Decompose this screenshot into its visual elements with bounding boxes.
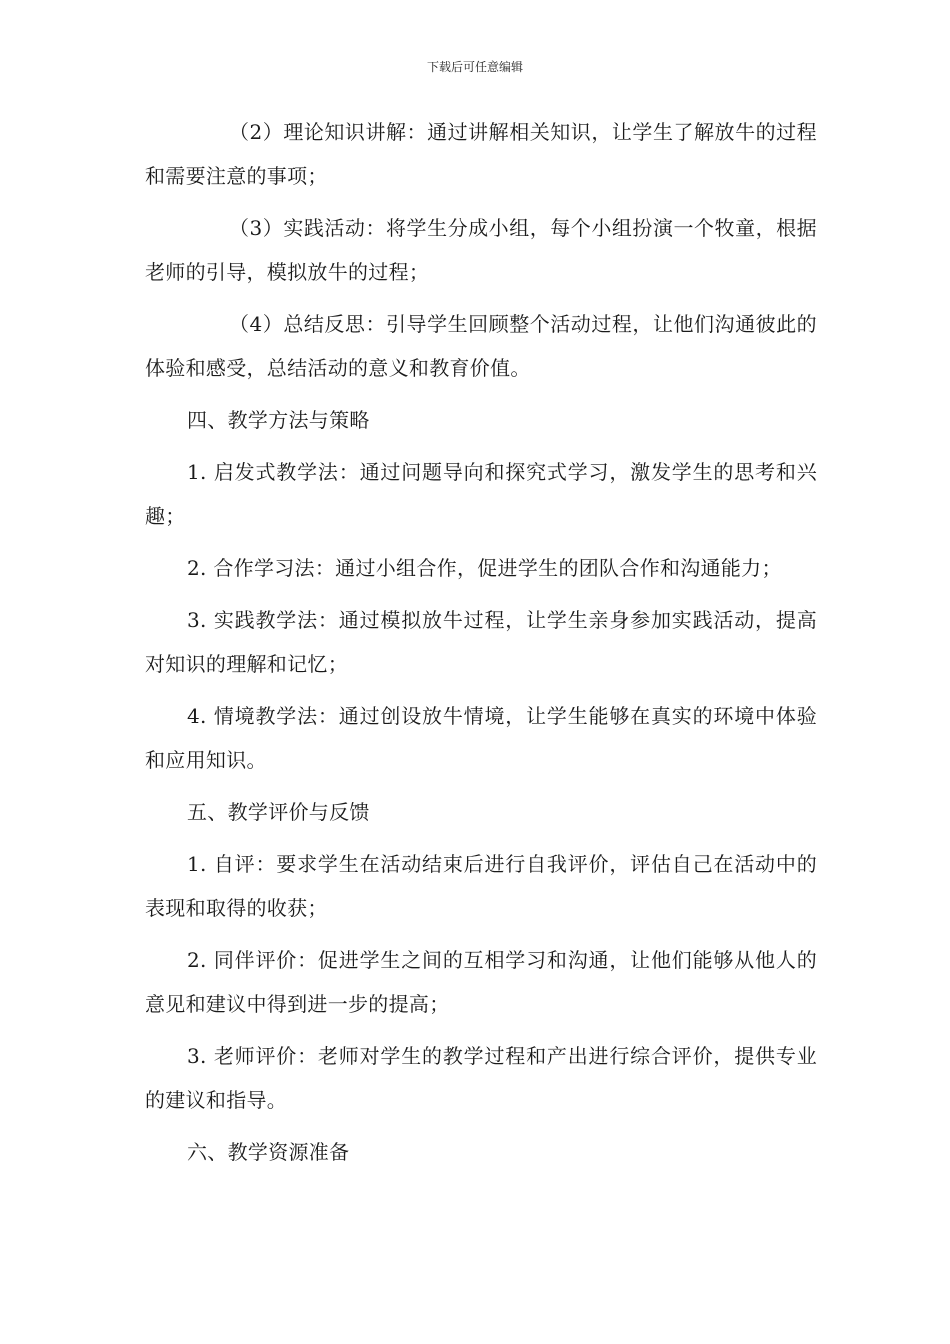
paragraph-method-2: 2. 合作学习法：通过小组合作，促进学生的团队合作和沟通能力； bbox=[187, 556, 782, 580]
header-note: 下载后可任意编辑 bbox=[426, 60, 523, 74]
paragraph-eval-3: 3. 老师评价：老师对学生的教学过程和产出进行综合评价，提供专业的建议和指导。 bbox=[145, 1044, 817, 1112]
paragraph-summary: （4）总结反思：引导学生回顾整个活动过程，让他们沟通彼此的体验和感受，总结活动的意义和教育价值。 bbox=[145, 312, 817, 380]
section-heading-resources: 六、教学资源准备 bbox=[187, 1140, 350, 1164]
section-heading-methods: 四、教学方法与策略 bbox=[187, 408, 370, 432]
paragraph-eval-1: 1. 自评：要求学生在活动结束后进行自我评价，评估自己在活动中的表现和取得的收获； bbox=[145, 852, 817, 920]
document-body bbox=[145, 110, 817, 1182]
paragraph-eval-2: 2. 同伴评价：促进学生之间的互相学习和沟通，让他们能够从他人的意见和建议中得到进一步的提高； bbox=[145, 948, 817, 1016]
paragraph-theory: （2）理论知识讲解：通过讲解相关知识，让学生了解放牛的过程和需要注意的事项； bbox=[145, 120, 817, 188]
paragraph-method-1: 1. 启发式教学法：通过问题导向和探究式学习，激发学生的思考和兴趣； bbox=[145, 460, 817, 528]
section-heading-evaluation: 五、教学评价与反馈 bbox=[187, 800, 370, 824]
paragraph-practice: （3）实践活动：将学生分成小组，每个小组扮演一个牧童，根据老师的引导，模拟放牛的过程； bbox=[145, 216, 817, 284]
paragraph-method-4: 4. 情境教学法：通过创设放牛情境，让学生能够在真实的环境中体验和应用知识。 bbox=[145, 704, 817, 772]
paragraph-method-3: 3. 实践教学法：通过模拟放牛过程，让学生亲身参加实践活动，提高对知识的理解和记忆； bbox=[145, 608, 817, 676]
